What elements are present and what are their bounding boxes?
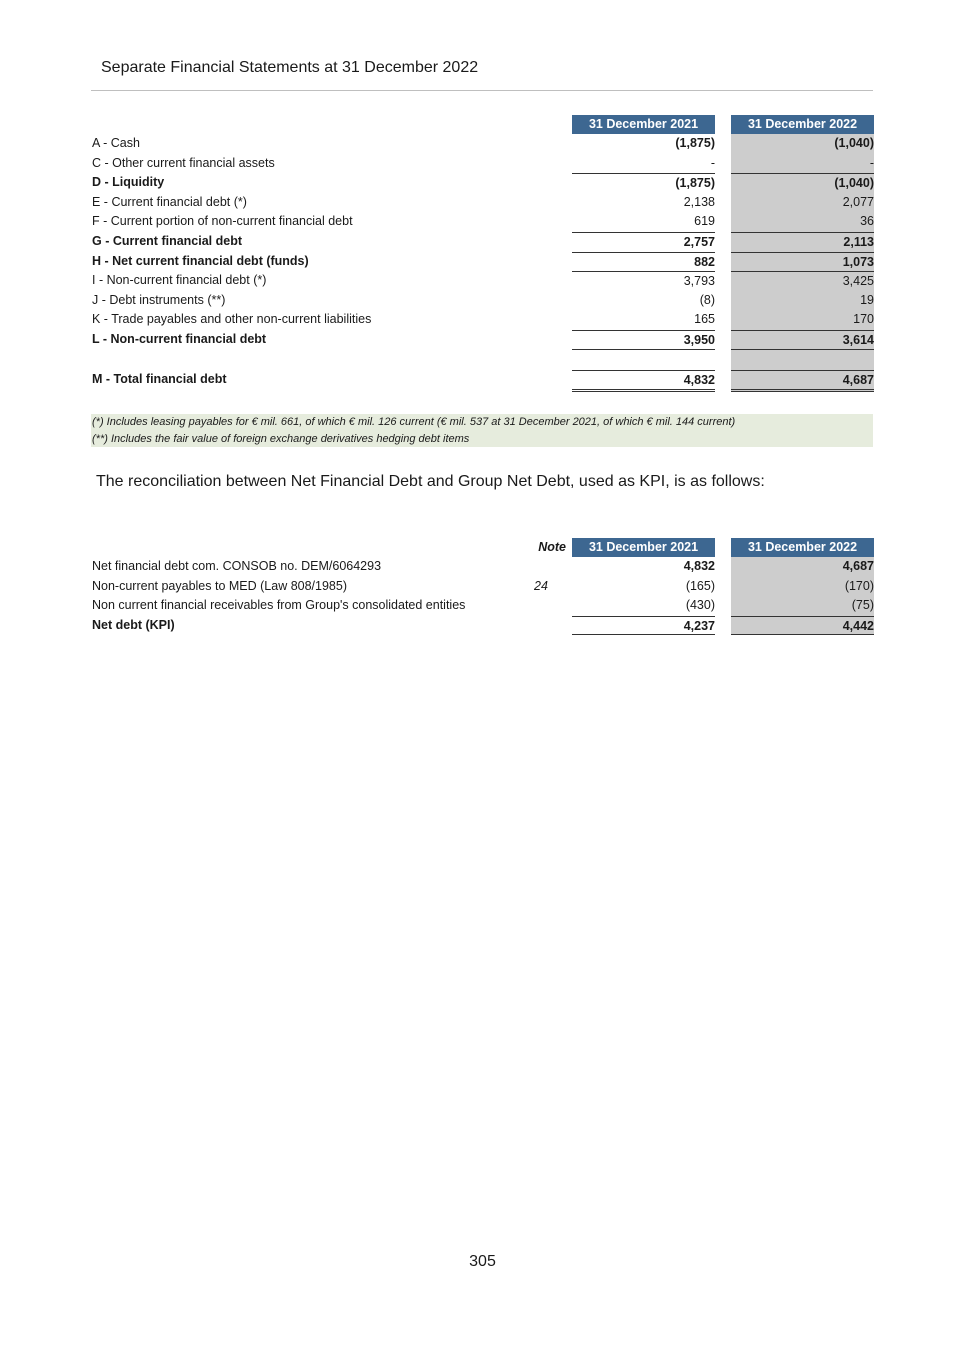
table-row: [91, 271, 873, 291]
value-2021: (8): [699, 292, 715, 307]
financial-debt-table: [91, 115, 873, 392]
value-2021: 2,757: [572, 232, 715, 252]
table-row: [91, 134, 873, 154]
footnotes-box: [91, 414, 873, 447]
value-2022: 1,073: [731, 252, 874, 272]
value-2021: (430): [685, 598, 715, 613]
value-2021: -: [710, 155, 715, 170]
value-2022: 4,687: [731, 370, 874, 392]
value-2022: (170): [731, 577, 874, 597]
footnote: (*) Includes leasing payables for € mil. 661, of which € mil. 126 current (€ mil. 537 at 31 December 2021, of which € mil. 144 current): [92, 416, 736, 428]
value-2022: 2,113: [731, 232, 874, 252]
value-2021: 3,793: [572, 271, 715, 291]
row-label: E - Current financial debt (*): [92, 194, 247, 209]
table-row: [91, 330, 873, 350]
table-row: [91, 370, 873, 392]
row-label: C - Other current financial assets: [92, 155, 275, 170]
value-2021: 4,832: [683, 559, 715, 573]
value-2022: -: [731, 154, 874, 174]
table-row: [91, 291, 873, 311]
value-2022: 2,077: [731, 193, 874, 213]
row-label: Non-current payables to MED (Law 808/1985): [92, 578, 347, 593]
footnote: (**) Includes the fair value of foreign exchange derivatives hedging debt items: [92, 433, 470, 445]
row-label: I - Non-current financial debt (*): [92, 273, 267, 288]
value-2022: 170: [731, 310, 874, 330]
row-label: D - Liquidity: [92, 175, 165, 190]
row-label: A - Cash: [92, 136, 140, 150]
column-header-2022: 31 December 2022: [731, 115, 874, 134]
value-2021: 2,138: [683, 194, 715, 209]
value-2021: (1,875): [675, 136, 715, 150]
table-row: [91, 310, 873, 330]
column-header-2021: 31 December 2021: [572, 538, 715, 557]
value-2022: (75): [731, 596, 874, 616]
value-2022: 36: [731, 212, 874, 232]
table-header: [91, 538, 873, 557]
page-header-title: Separate Financial Statements at 31 December 2022: [101, 59, 479, 76]
reconciliation-paragraph: The reconciliation between Net Financial Debt and Group Net Debt, used as KPI, is as follows:: [96, 473, 765, 490]
row-label: F - Current portion of non-current financial debt: [92, 214, 353, 229]
row-label: J - Debt instruments (**): [92, 292, 226, 307]
value-2021: 165: [694, 312, 715, 327]
value-2022: 3,614: [731, 330, 874, 350]
table-row: [91, 596, 873, 616]
net-debt-kpi-table: [91, 538, 873, 635]
value-2022: 3,425: [731, 271, 874, 291]
row-label: G - Current financial debt: [92, 233, 243, 248]
table-row: [91, 616, 873, 636]
value-2021: (1,875): [572, 173, 715, 193]
row-label: Net debt (KPI): [92, 617, 175, 632]
row-label: Non current financial receivables from Group's consolidated entities: [92, 598, 466, 613]
row-label: M - Total financial debt: [92, 371, 227, 386]
table-row: [91, 154, 873, 174]
table-row: [91, 232, 873, 252]
table-row: [91, 577, 873, 597]
note-ref: 24: [534, 578, 548, 593]
value-2022: 4,442: [731, 616, 874, 636]
table-row: [91, 557, 873, 577]
value-2022: (1,040): [731, 134, 874, 154]
table-header: [91, 115, 873, 134]
value-2021: 4,237: [572, 616, 715, 636]
column-header-2022: 31 December 2022: [731, 538, 874, 557]
page-number: 305: [469, 1253, 496, 1270]
note-column-header: Note: [538, 540, 566, 554]
value-2021: 619: [694, 214, 715, 229]
value-2021: 4,832: [572, 370, 715, 392]
value-2021: 3,950: [572, 330, 715, 350]
row-label: L - Non-current financial debt: [92, 331, 267, 346]
row-label: K - Trade payables and other non-current liabilities: [92, 312, 372, 327]
value-2022: 19: [731, 291, 874, 311]
header-divider: [91, 90, 873, 91]
value-2021: 882: [572, 252, 715, 272]
table-row: [91, 173, 873, 193]
value-2021: (165): [685, 578, 715, 593]
row-label: H - Net current financial debt (funds): [92, 253, 309, 268]
value-2022: 4,687: [731, 557, 874, 577]
table-row: [91, 252, 873, 272]
table-row: [91, 193, 873, 213]
column-header-2021: 31 December 2021: [572, 115, 715, 134]
spacer-row: [91, 350, 873, 370]
table-row: [91, 212, 873, 232]
spacer-cell: [731, 350, 874, 370]
value-2022: (1,040): [731, 173, 874, 193]
row-label: Net financial debt com. CONSOB no. DEM/6064293: [92, 559, 382, 573]
